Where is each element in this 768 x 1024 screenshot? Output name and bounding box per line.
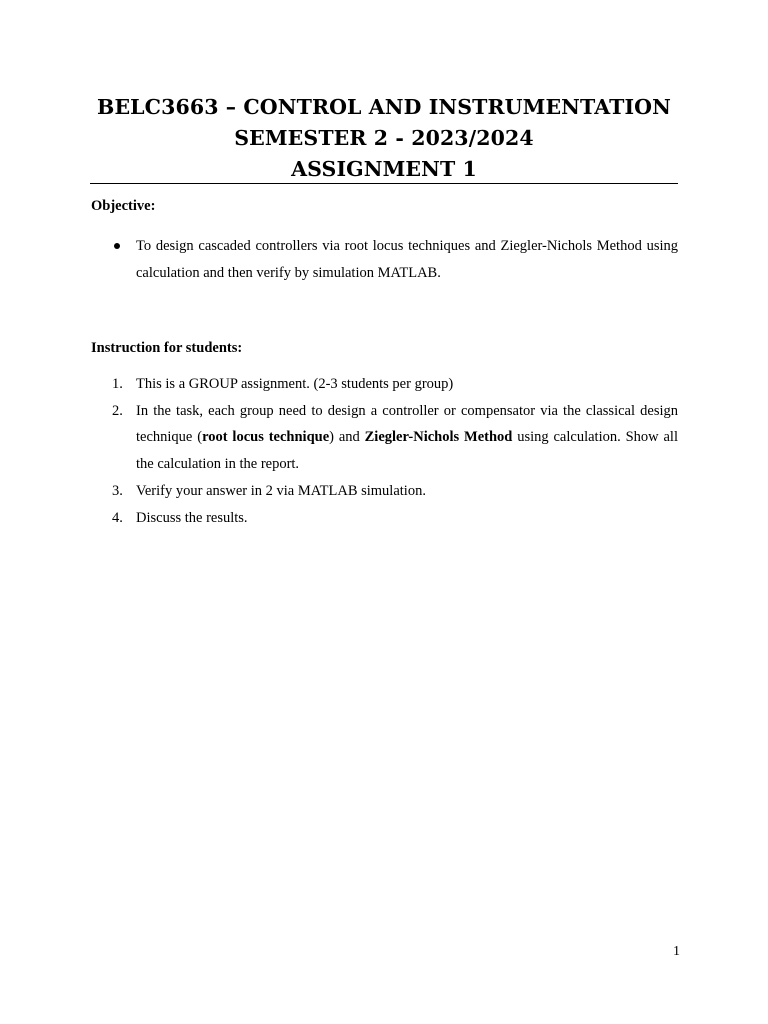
instruction-bold-text: Ziegler-Nichols Method: [364, 429, 513, 446]
page-number: 1: [673, 944, 680, 959]
header-divider: [90, 183, 678, 184]
instruction-text: This is a GROUP assignment. (2-3 students per group): [136, 376, 454, 392]
document-header: [90, 92, 678, 185]
instruction-number: 3.: [112, 482, 123, 499]
instruction-number: 4.: [112, 509, 123, 526]
instruction-text-part: ) and: [329, 429, 365, 446]
instruction-text-part: In the task, each group need to design a controller or compensator via the classical design technique (: [136, 402, 678, 446]
instruction-item-3: [110, 478, 678, 505]
instruction-heading: Instruction for students:: [91, 340, 243, 356]
instruction-item-1: [110, 371, 678, 398]
objective-item: [110, 233, 678, 287]
instruction-text: [136, 403, 678, 472]
objective-heading: Objective:: [91, 198, 156, 214]
assignment-title: ASSIGNMENT 1: [291, 157, 477, 181]
instruction-text: Verify your answer in 2 via MATLAB simulation.: [136, 482, 426, 499]
objective-text: To design cascaded controllers via root locus techniques and Ziegler-Nichols Method using calculation and then verify by simulation MATLAB.: [136, 238, 678, 281]
instruction-item-4: [110, 505, 678, 532]
instruction-number: 1.: [112, 376, 123, 392]
course-title: BELC3663 – CONTROL AND INSTRUMENTATION: [97, 95, 671, 119]
instruction-number: 2.: [112, 402, 123, 419]
instruction-item-2: [110, 398, 678, 478]
instruction-list: [110, 371, 678, 531]
bullet-icon: [114, 243, 120, 249]
objective-list: [110, 233, 678, 287]
instruction-bold-text: root locus technique: [202, 429, 330, 446]
instruction-text-part: using calculation. Show all the calculation in the report.: [136, 429, 678, 473]
instruction-text: Discuss the results.: [136, 509, 248, 526]
semester-title: SEMESTER 2 - 2023/2024: [234, 126, 534, 150]
